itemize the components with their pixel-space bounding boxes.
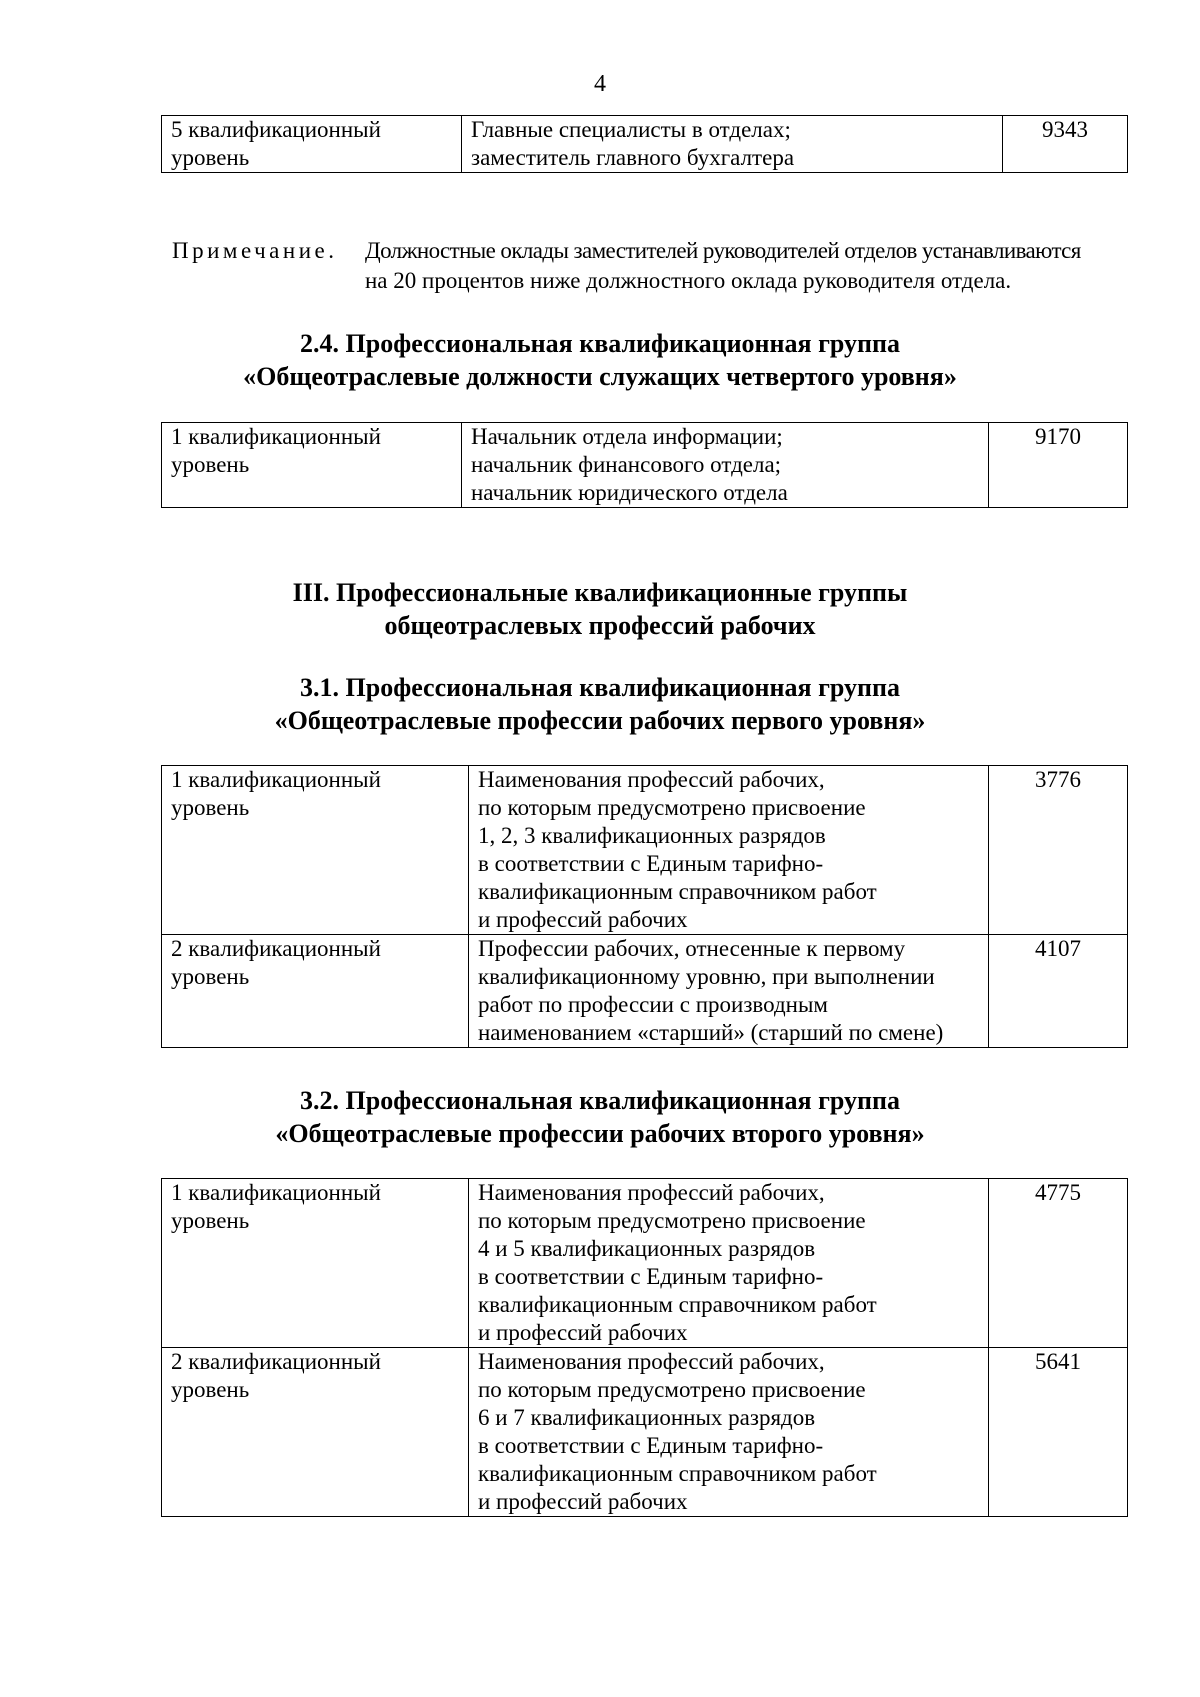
- positions-cell: Наименования профессий рабочих, по которым предусмотрено присвоение 4 и 5 квалификационных разрядов в соответствии с Единым тарифно- квалификационным справочником работ и профессий рабочих: [469, 1179, 989, 1348]
- table-2-4: [161, 422, 1128, 508]
- salary-cell: 4775: [989, 1179, 1128, 1348]
- section-3-title: III. Профессиональные квалификационные группы общеотраслевых профессий рабочих: [292, 578, 908, 640]
- section-2-4-title: 2.4. Профессиональная квалификационная группа «Общеотраслевые должности служащих четвертого уровня»: [243, 329, 957, 391]
- note-text: Должностные оклады заместителей руководителей отделов устанавливаются на 20 процентов ниже должностного оклада руководителя отдела.: [365, 238, 1081, 293]
- table-row: [162, 766, 1128, 935]
- table-row: [162, 1348, 1128, 1517]
- table-row: [162, 116, 1128, 173]
- table-row: [162, 935, 1128, 1048]
- level-cell: 1 квалификационный уровень: [162, 1179, 469, 1348]
- positions-cell: Наименования профессий рабочих, по которым предусмотрено присвоение 1, 2, 3 квалификационных разрядов в соответствии с Единым тарифно- квалификационным справочником работ и профессий рабочих: [469, 766, 989, 935]
- salary-cell: 4107: [989, 935, 1128, 1048]
- table-row: [162, 423, 1128, 508]
- table-row: [162, 1179, 1128, 1348]
- salary-cell: 9343: [1003, 116, 1128, 173]
- page-number: 4: [594, 71, 606, 97]
- salary-cell: 5641: [989, 1348, 1128, 1517]
- level-cell: 5 квалификационный уровень: [162, 116, 462, 173]
- section-3-2-title: 3.2. Профессиональная квалификационная группа «Общеотраслевые профессии рабочих второго уровня»: [275, 1086, 925, 1148]
- note-label: Примечание.: [172, 238, 338, 263]
- salary-cell: 3776: [989, 766, 1128, 935]
- level-cell: 2 квалификационный уровень: [162, 1348, 469, 1517]
- table-3-1: [161, 765, 1128, 1048]
- salary-cell: 9170: [989, 423, 1128, 508]
- table-3-2: [161, 1178, 1128, 1517]
- level-cell: 1 квалификационный уровень: [162, 766, 469, 935]
- level-cell: 2 квалификационный уровень: [162, 935, 469, 1048]
- positions-cell: Начальник отдела информации; начальник финансового отдела; начальник юридического отдела: [462, 423, 989, 508]
- table-top: [161, 115, 1128, 173]
- positions-cell: Главные специалисты в отделах; заместитель главного бухгалтера: [462, 116, 1003, 173]
- positions-cell: Профессии рабочих, отнесенные к первому квалификационному уровню, при выполнении работ по профессии с производным наименованием «старший» (старший по смене): [469, 935, 989, 1048]
- level-cell: 1 квалификационный уровень: [162, 423, 462, 508]
- section-3-1-title: 3.1. Профессиональная квалификационная группа «Общеотраслевые профессии рабочих первого уровня»: [274, 673, 926, 735]
- positions-cell: Наименования профессий рабочих, по которым предусмотрено присвоение 6 и 7 квалификационных разрядов в соответствии с Единым тарифно- квалификационным справочником работ и профессий рабочих: [469, 1348, 989, 1517]
